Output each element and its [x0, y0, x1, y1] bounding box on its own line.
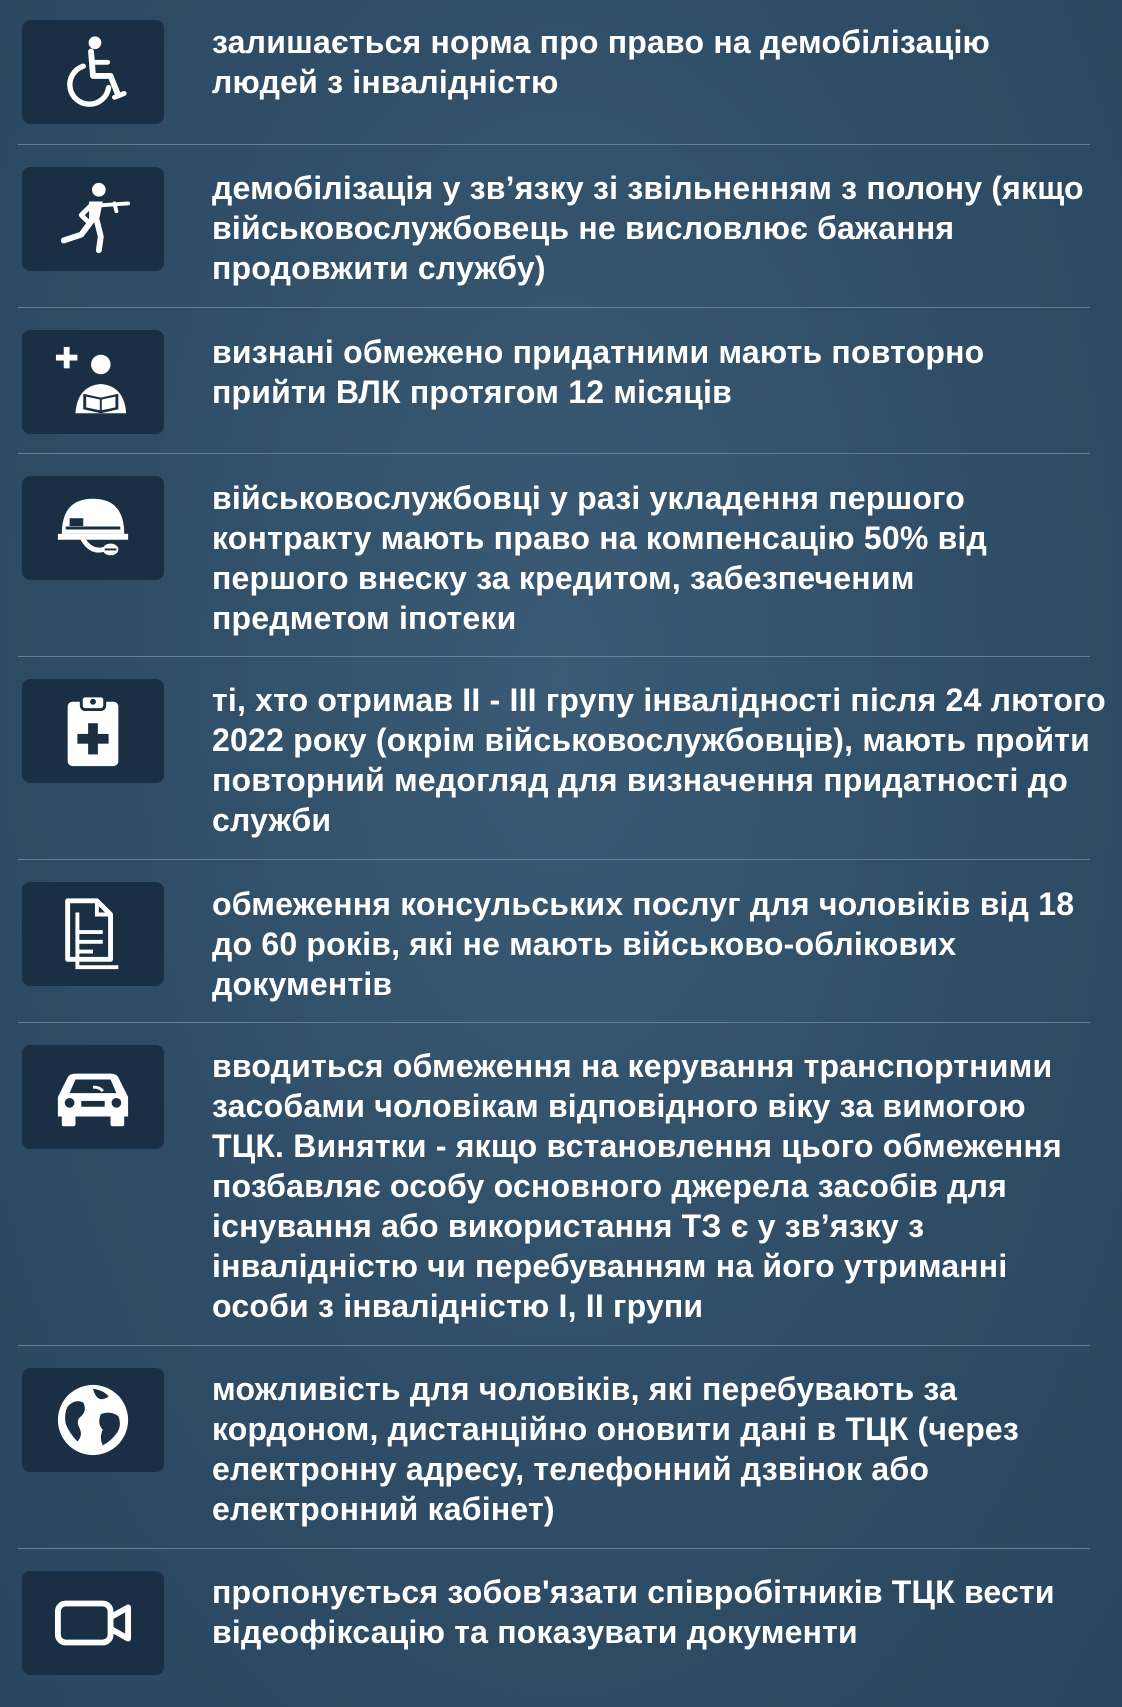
divider	[18, 1022, 1090, 1023]
item-text: можливість для чоловіків, які перебувають за кордоном, дистанційно оновити дані в ТЦК (через електронну адресу, телефонний дзвінок або електронний кабінет)	[212, 1371, 1020, 1527]
item-text: демобілізація у зв’язку зі звільненням з полону (якщо військовослужбовець не висловлює бажання продовжити службу)	[212, 170, 1084, 286]
video-camera-icon	[54, 1584, 132, 1662]
divider	[18, 1548, 1090, 1549]
divider	[18, 453, 1090, 454]
medical-clipboard-icon	[54, 692, 132, 770]
divider	[18, 656, 1090, 657]
icon-tile	[22, 679, 164, 783]
icon-tile	[22, 330, 164, 434]
item-text: вводиться обмеження на керування транспортними засобами чоловікам відповідного віку за вимогою ТЦК. Винятки - якщо встановлення цього обмеження позбавляє особу основного джерела засобів для існування або використання ТЗ є у зв’язку з інвалідністю чи перебуванням на його утриманні особи з інвалідністю І, ІІ групи	[212, 1048, 1062, 1324]
icon-tile	[22, 476, 164, 580]
divider	[18, 1345, 1090, 1346]
item-text: залишається норма про право на демобілізацію людей з інвалідністю	[212, 24, 991, 100]
item-text: військовослужбовці у разі укладення першого контракту мають право на компенсацію 50% від першого внеску за кредитом, забезпеченим предметом іпотеки	[212, 480, 988, 636]
item-text: обмеження консульських послуг для чоловіків від 18 до 60 років, які не мають військово-облікових документів	[212, 886, 1075, 1002]
item-text: пропонується зобов'язати співробітників ТЦК вести відеофіксацію та показувати документи	[212, 1574, 1055, 1650]
icon-tile	[22, 1368, 164, 1472]
divider	[18, 307, 1090, 308]
documents-icon	[54, 895, 132, 973]
item-text: визнані обмежено придатними мають повторно прийти ВЛК протягом 12 місяців	[212, 334, 985, 410]
icon-tile	[22, 167, 164, 271]
helmet-icon	[54, 489, 132, 567]
icon-tile	[22, 1571, 164, 1675]
icon-tile	[22, 1045, 164, 1149]
icon-tile	[22, 882, 164, 986]
icon-tile	[22, 20, 164, 124]
globe-icon	[54, 1381, 132, 1459]
car-icon	[54, 1058, 132, 1136]
divider	[18, 144, 1090, 145]
soldier-icon	[54, 180, 132, 258]
medical-reader-icon	[54, 343, 132, 421]
wheelchair-icon	[54, 33, 132, 111]
item-text: ті, хто отримав ІІ - ІІІ групу інвалідності після 24 лютого 2022 року (окрім військовослужбовців), мають пройти повторний медогляд для визначення придатності до служби	[212, 682, 1106, 838]
divider	[18, 859, 1090, 860]
